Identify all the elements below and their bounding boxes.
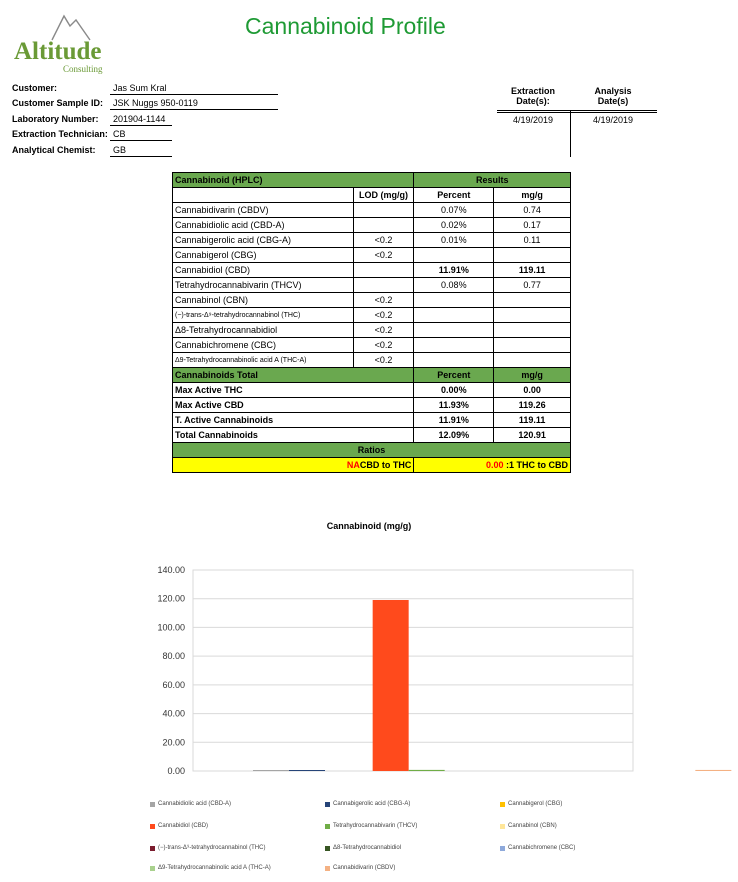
cannabinoid-name: Δ8-Tetrahydrocannabidiol xyxy=(173,323,354,338)
legend-item xyxy=(150,845,265,851)
legend-swatch xyxy=(150,824,155,829)
customer-value: Jas Sum Kral xyxy=(113,83,167,93)
total-name: T. Active Cannabinoids xyxy=(173,413,414,428)
cannabinoid-name: (−)-trans-Δ⁹-tetrahydrocannabinol (THC) xyxy=(173,308,354,323)
total-mgg: 0.00 xyxy=(494,383,571,398)
cannabinoid-name: Δ9-Tetrahydrocannabinolic acid A (THC-A) xyxy=(173,353,354,368)
lod-value: <0.2 xyxy=(353,338,414,353)
percent-value: 0.07% xyxy=(414,203,494,218)
legend-swatch xyxy=(325,866,330,871)
bar-cannabidiolic-acid-cbd-a- xyxy=(253,770,289,771)
total-percent: 11.91% xyxy=(414,413,494,428)
extraction-technician-label: Extraction Technician: xyxy=(12,129,108,139)
mgg-value: 0.77 xyxy=(494,278,571,293)
legend-label: Cannabidiol (CBD) xyxy=(158,823,209,829)
legend-swatch xyxy=(150,866,155,871)
extraction-technician-value: CB xyxy=(113,129,126,139)
cannabinoid-name: Tetrahydrocannabivarin (THCV) xyxy=(173,278,354,293)
page-title: Cannabinoid Profile xyxy=(245,13,446,39)
mgg-value: 0.11 xyxy=(494,233,571,248)
y-tick-label: 80.00 xyxy=(162,651,185,662)
total-name: Total Cannabinoids xyxy=(173,428,414,443)
legend-label: Cannabigerol (CBG) xyxy=(508,801,563,807)
customer-label: Customer: xyxy=(12,83,58,93)
lab-number-value: 201904-1144 xyxy=(113,114,166,124)
ratio-thc-cbd-label: :1 THC to CBD xyxy=(506,460,568,470)
ratio-thc-cbd-value: 0.00 xyxy=(485,460,504,470)
mgg-value: 0.74 xyxy=(494,203,571,218)
legend-swatch xyxy=(150,802,155,807)
legend-label: Δ8-Tetrahydrocannabidiol xyxy=(333,845,402,851)
legend-swatch xyxy=(500,846,505,851)
legend-item xyxy=(325,823,417,829)
cannabinoid-name: Cannabigerolic acid (CBG-A) xyxy=(173,233,354,248)
y-tick-label: 40.00 xyxy=(162,708,185,719)
y-tick-label: 60.00 xyxy=(162,679,185,690)
bar-cannabigerolic-acid-cbg-a- xyxy=(289,770,325,771)
total-percent: 12.09% xyxy=(414,428,494,443)
lod-value: <0.2 xyxy=(353,323,414,338)
cannabinoid-name: Cannabidivarin (CBDV) xyxy=(173,203,354,218)
percent-value: 0.08% xyxy=(414,278,494,293)
total-name: Max Active THC xyxy=(173,383,414,398)
legend-item xyxy=(500,845,575,851)
legend-item xyxy=(325,865,395,871)
total-name: Max Active CBD xyxy=(173,398,414,413)
percent-value: 11.91% xyxy=(414,263,494,278)
totals-percent-header: Percent xyxy=(414,368,494,383)
legend-item xyxy=(150,823,208,829)
y-tick-label: 0.00 xyxy=(167,766,185,776)
cannabinoid-name: Cannabidiol (CBD) xyxy=(173,263,354,278)
legend-item xyxy=(325,845,401,851)
total-mgg: 120.91 xyxy=(494,428,571,443)
legend-label: Cannabidivarin (CBDV) xyxy=(333,865,396,871)
chart-title: Cannabinoid (mg/g) xyxy=(326,521,412,531)
legend-swatch xyxy=(325,824,330,829)
mgg-value: 119.11 xyxy=(494,263,571,278)
extraction-date-value: 4/19/2019 xyxy=(512,115,554,125)
plot-area xyxy=(193,570,633,771)
lod-header: LOD (mg/g) xyxy=(353,188,414,203)
extraction-date-header: Extraction Date(s): xyxy=(510,86,555,106)
analysis-date-value: 4/19/2019 xyxy=(592,115,634,125)
mgg-value: 0.17 xyxy=(494,218,571,233)
legend-label: Cannabidiolic acid (CBD-A) xyxy=(158,801,232,807)
lod-value: <0.2 xyxy=(353,233,414,248)
legend-label: Δ9-Tetrahydrocannabinolic acid A (THC-A) xyxy=(158,865,271,871)
totals-mgg-header: mg/g xyxy=(494,368,571,383)
legend-label: Tetrahydrocannabivarin (THCV) xyxy=(333,823,418,829)
sample-id-value: JSK Nuggs 950-0119 xyxy=(113,98,198,108)
ratio-cbd-thc-value: NA xyxy=(346,460,360,470)
y-tick-label: 140.00 xyxy=(157,565,185,575)
total-mgg: 119.26 xyxy=(494,398,571,413)
logo-name: Altitude xyxy=(14,38,102,65)
total-percent: 11.93% xyxy=(414,398,494,413)
ratios-header: Ratios xyxy=(173,443,571,458)
cannabinoid-name: Cannabichromene (CBC) xyxy=(173,338,354,353)
lod-value: <0.2 xyxy=(353,308,414,323)
percent-value: 0.02% xyxy=(414,218,494,233)
logo-subtitle: Consulting xyxy=(63,64,103,74)
bar-cannabidiol-cbd- xyxy=(373,600,409,771)
legend-item xyxy=(500,801,562,807)
legend-item xyxy=(150,801,231,807)
analysis-date-header: Analysis Date(s) xyxy=(594,86,632,106)
sample-id-label: Customer Sample ID: xyxy=(12,98,104,108)
cannabinoid-name: Cannabigerol (CBG) xyxy=(173,248,354,263)
bar-tetrahydrocannabivarin-thcv- xyxy=(409,770,445,771)
legend-item xyxy=(500,823,557,829)
lab-number-label: Laboratory Number: xyxy=(12,114,99,124)
legend-label: Cannabigerolic acid (CBG-A) xyxy=(333,801,411,807)
cannabinoid-name: Cannabinol (CBN) xyxy=(173,293,354,308)
legend-item xyxy=(325,801,410,807)
ratio-cbd-thc-label: CBD to THC xyxy=(359,460,412,470)
legend-label: Cannabichromene (CBC) xyxy=(508,845,576,851)
legend-swatch xyxy=(500,824,505,829)
legend-swatch xyxy=(500,802,505,807)
y-tick-label: 100.00 xyxy=(157,622,185,633)
results-header: Results xyxy=(414,173,571,188)
cannabinoid-name: Cannabidiolic acid (CBD-A) xyxy=(173,218,354,233)
legend-swatch xyxy=(150,846,155,851)
legend-label: (−)-trans-Δ⁹-tetrahydrocannabinol (THC) xyxy=(158,845,266,851)
bar-cannabidivarin-cbdv- xyxy=(695,770,731,771)
legend-swatch xyxy=(325,846,330,851)
percent-value: 0.01% xyxy=(414,233,494,248)
legend-swatch xyxy=(325,802,330,807)
lod-value: <0.2 xyxy=(353,293,414,308)
analytical-chemist-label: Analytical Chemist: xyxy=(12,145,96,155)
lod-value: <0.2 xyxy=(353,353,414,368)
mgg-header: mg/g xyxy=(494,188,571,203)
analytical-chemist-value: GB xyxy=(113,145,127,155)
total-percent: 0.00% xyxy=(414,383,494,398)
total-mgg: 119.11 xyxy=(494,413,571,428)
percent-header: Percent xyxy=(414,188,494,203)
lod-value: <0.2 xyxy=(353,248,414,263)
legend-item xyxy=(150,865,271,871)
y-tick-label: 20.00 xyxy=(162,737,185,748)
y-tick-label: 120.00 xyxy=(157,593,185,604)
cannabinoid-header: Cannabinoid (HPLC) xyxy=(173,173,414,188)
totals-header: Cannabinoids Total xyxy=(173,368,414,383)
legend-label: Cannabinol (CBN) xyxy=(508,823,557,829)
